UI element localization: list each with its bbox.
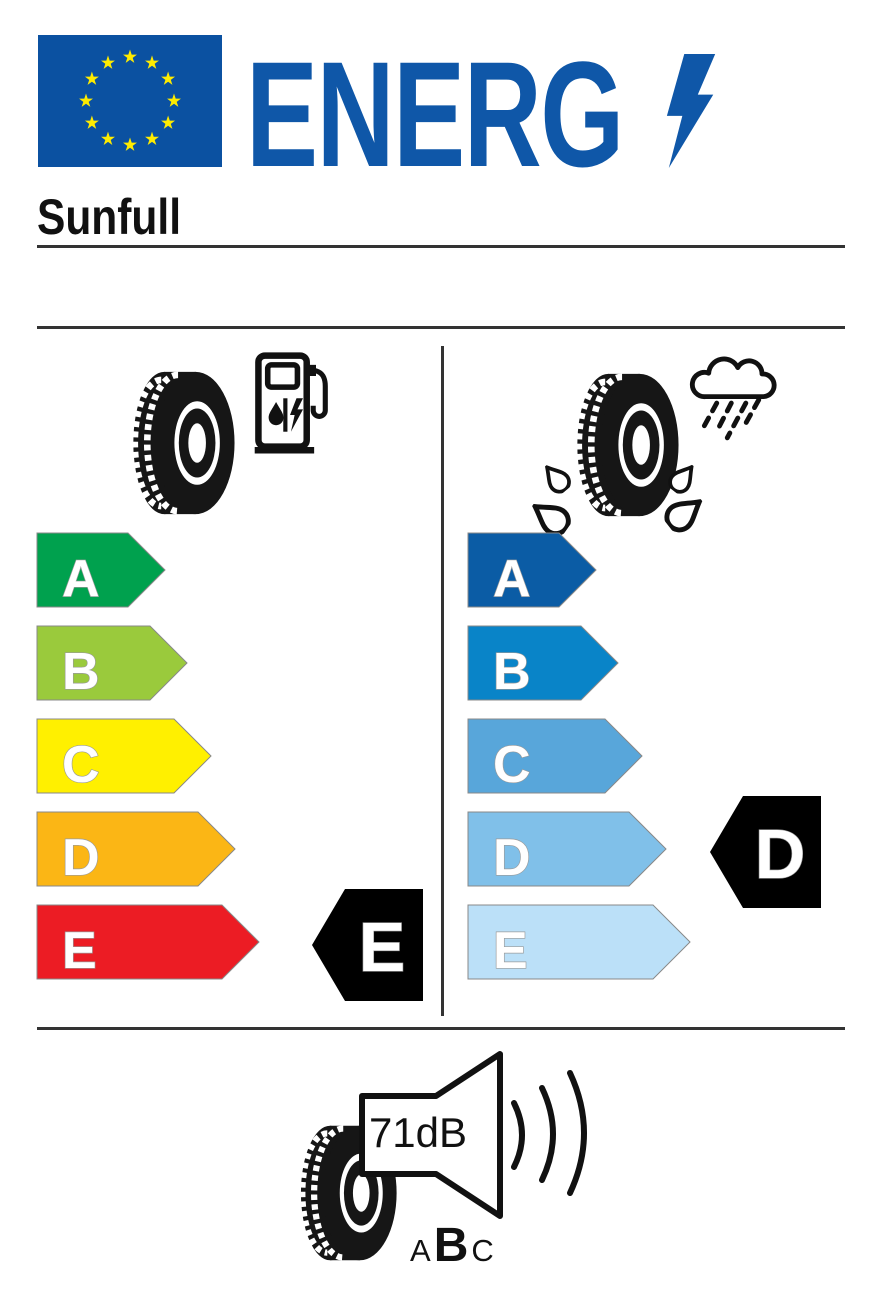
sound-waves-icon	[514, 1073, 584, 1193]
noise-class-b-highlighted: B	[433, 1219, 469, 1272]
grade-letter: C	[62, 736, 100, 794]
fuel-rating-letter: E	[358, 908, 406, 986]
noise-class-a: A	[410, 1233, 431, 1268]
fuel-grade-arrow-c	[36, 718, 212, 794]
lightning-bolt-icon	[652, 54, 732, 168]
wet-grade-arrow-d	[467, 811, 667, 887]
wet-grade-arrow-c	[467, 718, 643, 794]
fuel-grade-arrow-e	[36, 904, 260, 980]
grade-letter: B	[62, 643, 100, 701]
tire-icon	[570, 370, 680, 520]
wet-grade-arrow-a	[467, 532, 597, 608]
grade-letter: C	[493, 736, 531, 794]
grade-letter: E	[493, 922, 528, 980]
noise-class-c: C	[471, 1233, 494, 1268]
wet-grade-arrow-e	[467, 904, 691, 980]
divider-line-bottom	[37, 1027, 845, 1030]
energ-logo-text: ENERG	[246, 30, 623, 198]
wet-grade-arrow-b	[467, 625, 619, 701]
grade-letter: E	[62, 922, 97, 980]
column-divider	[441, 346, 444, 1016]
eu-flag	[38, 35, 222, 167]
divider-line-middle	[37, 326, 845, 329]
wet-rating-arrow	[710, 795, 822, 909]
grade-letter: D	[493, 829, 531, 887]
grade-letter: A	[493, 550, 531, 608]
grade-letter: A	[62, 550, 100, 608]
brand-name: Sunfull	[37, 189, 182, 245]
fuel-grade-arrow-b	[36, 625, 188, 701]
rain-cloud-icon	[678, 345, 783, 445]
fuel-grade-arrow-d	[36, 811, 236, 887]
noise-class-scale	[410, 1218, 494, 1273]
noise-value: 71dB	[368, 1109, 468, 1156]
grade-letter: D	[62, 829, 100, 887]
divider-line-top	[37, 245, 845, 248]
tire-icon	[126, 368, 236, 518]
wet-rating-letter: D	[754, 815, 806, 893]
fuel-pump-icon	[251, 350, 329, 454]
fuel-grade-arrow-a	[36, 532, 166, 608]
fuel-rating-arrow	[312, 888, 424, 1002]
grade-letter: B	[493, 643, 531, 701]
